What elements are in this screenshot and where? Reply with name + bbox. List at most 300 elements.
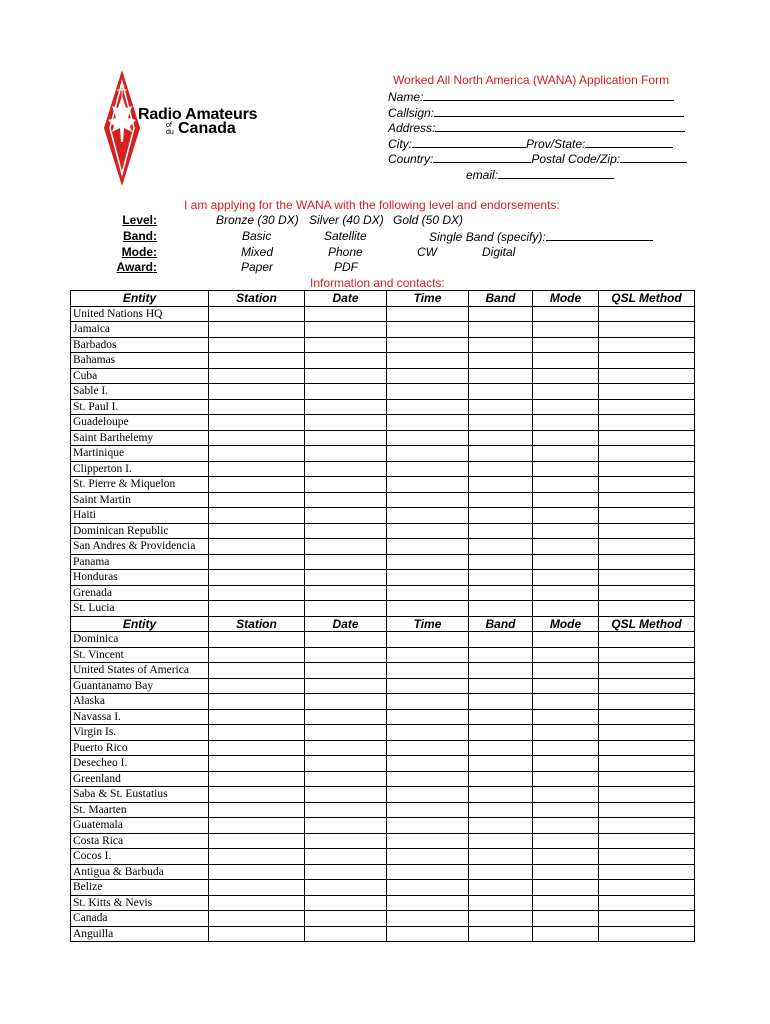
time-cell[interactable] (387, 818, 469, 834)
logo-text-of-du: of du (166, 122, 174, 136)
table-row (71, 477, 695, 493)
mode-cell[interactable] (533, 368, 599, 384)
time-cell[interactable] (387, 756, 469, 772)
time-cell[interactable] (387, 322, 469, 338)
time-cell[interactable] (387, 384, 469, 400)
qsl-method-cell[interactable] (599, 415, 695, 431)
entity-cell: Belize (71, 880, 209, 896)
mode-cell[interactable] (533, 818, 599, 834)
band-cell[interactable] (469, 461, 533, 477)
band-cell[interactable] (469, 492, 533, 508)
date-cell[interactable] (305, 554, 387, 570)
mode-cell[interactable] (533, 632, 599, 648)
mode-cell[interactable] (533, 725, 599, 741)
band-cell[interactable] (469, 911, 533, 927)
table-row (71, 322, 695, 338)
date-cell[interactable] (305, 585, 387, 601)
date-cell[interactable] (305, 430, 387, 446)
qsl-method-cell[interactable] (599, 849, 695, 865)
date-cell[interactable] (305, 802, 387, 818)
table-row (71, 709, 695, 725)
entity-cell: Puerto Rico (71, 740, 209, 756)
mode-cell[interactable] (533, 554, 599, 570)
qsl-method-cell[interactable] (599, 678, 695, 694)
band-cell[interactable] (469, 818, 533, 834)
callsign-field[interactable] (388, 105, 684, 120)
station-cell[interactable] (209, 926, 305, 942)
mode-cell[interactable] (533, 415, 599, 431)
table-header-row (71, 291, 695, 307)
qsl-method-cell[interactable] (599, 694, 695, 710)
station-cell[interactable] (209, 740, 305, 756)
band-cell[interactable] (469, 926, 533, 942)
date-cell[interactable] (305, 833, 387, 849)
qsl-method-cell[interactable] (599, 740, 695, 756)
qsl-method-cell[interactable] (599, 818, 695, 834)
station-cell[interactable] (209, 554, 305, 570)
mode-cell[interactable] (533, 523, 599, 539)
entity-cell: Jamaica (71, 322, 209, 338)
date-cell[interactable] (305, 880, 387, 896)
applying-heading: I am applying for the WANA with the following level and endorsements: (184, 198, 560, 212)
address-label: Address: (388, 121, 436, 135)
table-row (71, 911, 695, 927)
time-cell[interactable] (387, 725, 469, 741)
mode-cell[interactable] (533, 508, 599, 524)
date-cell[interactable] (305, 461, 387, 477)
date-cell[interactable] (305, 601, 387, 617)
mode-cell[interactable] (533, 709, 599, 725)
qsl-method-cell[interactable] (599, 802, 695, 818)
time-cell[interactable] (387, 337, 469, 353)
station-cell[interactable] (209, 399, 305, 415)
mode-cell[interactable] (533, 601, 599, 617)
qsl-method-cell[interactable] (599, 353, 695, 369)
mode-cell[interactable] (533, 430, 599, 446)
email-label: email: (466, 168, 499, 182)
mode-option-cw[interactable]: CW (417, 245, 437, 259)
mode-cell[interactable] (533, 477, 599, 493)
band-cell[interactable] (469, 663, 533, 679)
station-cell[interactable] (209, 709, 305, 725)
time-cell[interactable] (387, 554, 469, 570)
band-cell[interactable] (469, 802, 533, 818)
band-cell[interactable] (469, 833, 533, 849)
mode-cell[interactable] (533, 306, 599, 322)
table-row (71, 926, 695, 942)
table-row (71, 461, 695, 477)
qsl-method-cell[interactable] (599, 926, 695, 942)
time-cell[interactable] (387, 601, 469, 617)
date-cell[interactable] (305, 911, 387, 927)
table-row (71, 632, 695, 648)
date-cell[interactable] (305, 384, 387, 400)
station-cell[interactable] (209, 446, 305, 462)
band-cell[interactable] (469, 523, 533, 539)
form-title: Worked All North America (WANA) Application Form (393, 73, 670, 87)
band-cell[interactable] (469, 601, 533, 617)
date-cell[interactable] (305, 709, 387, 725)
entity-cell: Saint Martin (71, 492, 209, 508)
mode-cell[interactable] (533, 446, 599, 462)
band-cell[interactable] (469, 632, 533, 648)
date-cell[interactable] (305, 353, 387, 369)
date-cell[interactable] (305, 539, 387, 555)
time-cell[interactable] (387, 399, 469, 415)
mode-cell[interactable] (533, 911, 599, 927)
station-cell[interactable] (209, 895, 305, 911)
date-cell[interactable] (305, 477, 387, 493)
qsl-method-cell[interactable] (599, 833, 695, 849)
band-cell[interactable] (469, 415, 533, 431)
mode-cell[interactable] (533, 880, 599, 896)
time-cell[interactable] (387, 864, 469, 880)
date-cell[interactable] (305, 864, 387, 880)
mode-cell[interactable] (533, 353, 599, 369)
time-cell[interactable] (387, 709, 469, 725)
band-cell[interactable] (469, 787, 533, 803)
band-cell[interactable] (469, 849, 533, 865)
band-cell[interactable] (469, 353, 533, 369)
mode-cell[interactable] (533, 895, 599, 911)
date-cell[interactable] (305, 399, 387, 415)
station-cell[interactable] (209, 911, 305, 927)
time-cell[interactable] (387, 570, 469, 586)
band-cell[interactable] (469, 725, 533, 741)
time-cell[interactable] (387, 833, 469, 849)
date-cell[interactable] (305, 663, 387, 679)
column-header-entity: Entity (71, 616, 209, 632)
station-cell[interactable] (209, 818, 305, 834)
logo-text-canada: Canada (178, 120, 236, 137)
entity-cell: Cuba (71, 368, 209, 384)
entity-cell: United Nations HQ (71, 306, 209, 322)
time-cell[interactable] (387, 632, 469, 648)
qsl-method-cell[interactable] (599, 492, 695, 508)
band-cell[interactable] (469, 647, 533, 663)
time-cell[interactable] (387, 508, 469, 524)
mode-label: Mode: (121, 245, 157, 259)
column-header-band: Band (469, 291, 533, 307)
qsl-method-cell[interactable] (599, 570, 695, 586)
date-cell[interactable] (305, 647, 387, 663)
station-cell[interactable] (209, 833, 305, 849)
entity-cell: Alaska (71, 694, 209, 710)
mode-option-phone[interactable]: Phone (328, 245, 363, 259)
time-cell[interactable] (387, 771, 469, 787)
qsl-method-cell[interactable] (599, 585, 695, 601)
mode-cell[interactable] (533, 322, 599, 338)
qsl-method-cell[interactable] (599, 446, 695, 462)
qsl-method-cell[interactable] (599, 663, 695, 679)
band-cell[interactable] (469, 709, 533, 725)
band-cell[interactable] (469, 570, 533, 586)
band-cell[interactable] (469, 771, 533, 787)
band-cell[interactable] (469, 678, 533, 694)
station-cell[interactable] (209, 880, 305, 896)
qsl-method-cell[interactable] (599, 508, 695, 524)
rac-logo (92, 70, 282, 186)
mode-cell[interactable] (533, 492, 599, 508)
station-cell[interactable] (209, 663, 305, 679)
date-cell[interactable] (305, 849, 387, 865)
station-cell[interactable] (209, 725, 305, 741)
date-cell[interactable] (305, 508, 387, 524)
station-cell[interactable] (209, 570, 305, 586)
qsl-method-cell[interactable] (599, 911, 695, 927)
time-cell[interactable] (387, 926, 469, 942)
mode-cell[interactable] (533, 802, 599, 818)
station-cell[interactable] (209, 353, 305, 369)
time-cell[interactable] (387, 492, 469, 508)
mode-cell[interactable] (533, 461, 599, 477)
time-cell[interactable] (387, 368, 469, 384)
entity-cell: St. Kitts & Nevis (71, 895, 209, 911)
date-cell[interactable] (305, 771, 387, 787)
date-cell[interactable] (305, 694, 387, 710)
station-cell[interactable] (209, 430, 305, 446)
level-option-gold[interactable]: Gold (50 DX) (393, 213, 464, 227)
time-cell[interactable] (387, 880, 469, 896)
band-cell[interactable] (469, 756, 533, 772)
mode-cell[interactable] (533, 570, 599, 586)
band-cell[interactable] (469, 880, 533, 896)
band-cell[interactable] (469, 477, 533, 493)
time-cell[interactable] (387, 430, 469, 446)
date-cell[interactable] (305, 306, 387, 322)
qsl-method-cell[interactable] (599, 384, 695, 400)
qsl-method-cell[interactable] (599, 709, 695, 725)
time-cell[interactable] (387, 539, 469, 555)
qsl-method-cell[interactable] (599, 554, 695, 570)
date-cell[interactable] (305, 415, 387, 431)
qsl-method-cell[interactable] (599, 756, 695, 772)
station-cell[interactable] (209, 849, 305, 865)
mode-cell[interactable] (533, 678, 599, 694)
name-field[interactable] (388, 89, 674, 104)
station-cell[interactable] (209, 585, 305, 601)
band-option-basic[interactable]: Basic (242, 229, 272, 243)
entity-cell: Saba & St. Eustatius (71, 787, 209, 803)
station-cell[interactable] (209, 756, 305, 772)
mode-cell[interactable] (533, 384, 599, 400)
award-option-pdf[interactable]: PDF (334, 260, 358, 274)
mode-cell[interactable] (533, 647, 599, 663)
time-cell[interactable] (387, 306, 469, 322)
qsl-method-cell[interactable] (599, 771, 695, 787)
time-cell[interactable] (387, 663, 469, 679)
date-cell[interactable] (305, 322, 387, 338)
qsl-method-cell[interactable] (599, 895, 695, 911)
mode-cell[interactable] (533, 849, 599, 865)
station-cell[interactable] (209, 384, 305, 400)
entity-cell: Anguilla (71, 926, 209, 942)
qsl-method-cell[interactable] (599, 539, 695, 555)
station-cell[interactable] (209, 802, 305, 818)
table-row (71, 585, 695, 601)
qsl-method-cell[interactable] (599, 647, 695, 663)
band-cell[interactable] (469, 430, 533, 446)
station-cell[interactable] (209, 864, 305, 880)
mode-option-digital[interactable]: Digital (482, 245, 516, 259)
station-cell[interactable] (209, 322, 305, 338)
station-cell[interactable] (209, 771, 305, 787)
qsl-method-cell[interactable] (599, 880, 695, 896)
time-cell[interactable] (387, 911, 469, 927)
time-cell[interactable] (387, 415, 469, 431)
band-cell[interactable] (469, 306, 533, 322)
entity-cell: Haiti (71, 508, 209, 524)
mode-cell[interactable] (533, 787, 599, 803)
band-cell[interactable] (469, 539, 533, 555)
time-cell[interactable] (387, 740, 469, 756)
qsl-method-cell[interactable] (599, 430, 695, 446)
time-cell[interactable] (387, 895, 469, 911)
station-cell[interactable] (209, 678, 305, 694)
station-cell[interactable] (209, 461, 305, 477)
station-cell[interactable] (209, 647, 305, 663)
station-cell[interactable] (209, 415, 305, 431)
band-cell[interactable] (469, 384, 533, 400)
time-cell[interactable] (387, 477, 469, 493)
station-cell[interactable] (209, 492, 305, 508)
date-cell[interactable] (305, 926, 387, 942)
time-cell[interactable] (387, 353, 469, 369)
station-cell[interactable] (209, 787, 305, 803)
mode-cell[interactable] (533, 833, 599, 849)
address-field[interactable] (388, 120, 685, 135)
mode-cell[interactable] (533, 740, 599, 756)
country-postal-field[interactable] (388, 151, 687, 166)
station-cell[interactable] (209, 523, 305, 539)
station-cell[interactable] (209, 306, 305, 322)
mode-cell[interactable] (533, 663, 599, 679)
band-cell[interactable] (469, 740, 533, 756)
date-cell[interactable] (305, 787, 387, 803)
qsl-method-cell[interactable] (599, 399, 695, 415)
time-cell[interactable] (387, 523, 469, 539)
qsl-method-cell[interactable] (599, 306, 695, 322)
mode-cell[interactable] (533, 694, 599, 710)
table-row (71, 725, 695, 741)
table-row (71, 601, 695, 617)
qsl-method-cell[interactable] (599, 601, 695, 617)
qsl-method-cell[interactable] (599, 477, 695, 493)
band-cell[interactable] (469, 337, 533, 353)
table-row (71, 864, 695, 880)
qsl-method-cell[interactable] (599, 368, 695, 384)
entity-cell: Canada (71, 911, 209, 927)
station-cell[interactable] (209, 368, 305, 384)
date-cell[interactable] (305, 678, 387, 694)
time-cell[interactable] (387, 585, 469, 601)
qsl-method-cell[interactable] (599, 523, 695, 539)
mode-cell[interactable] (533, 399, 599, 415)
qsl-method-cell[interactable] (599, 864, 695, 880)
station-cell[interactable] (209, 632, 305, 648)
date-cell[interactable] (305, 446, 387, 462)
date-cell[interactable] (305, 740, 387, 756)
qsl-method-cell[interactable] (599, 337, 695, 353)
qsl-method-cell[interactable] (599, 461, 695, 477)
mode-cell[interactable] (533, 585, 599, 601)
time-cell[interactable] (387, 446, 469, 462)
entity-cell: Panama (71, 554, 209, 570)
mode-cell[interactable] (533, 771, 599, 787)
table-row (71, 508, 695, 524)
time-cell[interactable] (387, 678, 469, 694)
date-cell[interactable] (305, 570, 387, 586)
date-cell[interactable] (305, 756, 387, 772)
time-cell[interactable] (387, 802, 469, 818)
city-prov-field[interactable] (388, 136, 673, 151)
level-option-bronze[interactable]: Bronze (30 DX) (216, 213, 299, 227)
station-cell[interactable] (209, 539, 305, 555)
mode-cell[interactable] (533, 337, 599, 353)
time-cell[interactable] (387, 647, 469, 663)
entity-cell: Virgin Is. (71, 725, 209, 741)
mode-cell[interactable] (533, 926, 599, 942)
station-cell[interactable] (209, 694, 305, 710)
band-cell[interactable] (469, 322, 533, 338)
band-cell[interactable] (469, 895, 533, 911)
qsl-method-cell[interactable] (599, 322, 695, 338)
date-cell[interactable] (305, 895, 387, 911)
band-option-single[interactable]: Single Band (specify): (429, 229, 653, 244)
band-cell[interactable] (469, 694, 533, 710)
postal-label: Postal Code/Zip: (531, 152, 621, 166)
station-cell[interactable] (209, 477, 305, 493)
station-cell[interactable] (209, 337, 305, 353)
award-option-paper[interactable]: Paper (241, 260, 274, 274)
band-cell[interactable] (469, 864, 533, 880)
date-cell[interactable] (305, 632, 387, 648)
mode-cell[interactable] (533, 756, 599, 772)
date-cell[interactable] (305, 725, 387, 741)
time-cell[interactable] (387, 849, 469, 865)
band-cell[interactable] (469, 554, 533, 570)
qsl-method-cell[interactable] (599, 787, 695, 803)
email-field[interactable] (466, 167, 614, 182)
qsl-method-cell[interactable] (599, 632, 695, 648)
time-cell[interactable] (387, 694, 469, 710)
band-cell[interactable] (469, 368, 533, 384)
band-cell[interactable] (469, 446, 533, 462)
mode-option-mixed[interactable]: Mixed (241, 245, 274, 259)
qsl-method-cell[interactable] (599, 725, 695, 741)
station-cell[interactable] (209, 508, 305, 524)
band-option-satellite[interactable]: Satellite (324, 229, 367, 243)
time-cell[interactable] (387, 787, 469, 803)
contacts-table (70, 290, 695, 942)
table-row (71, 880, 695, 896)
date-cell[interactable] (305, 492, 387, 508)
table-row (71, 306, 695, 322)
band-cell[interactable] (469, 585, 533, 601)
band-cell[interactable] (469, 399, 533, 415)
time-cell[interactable] (387, 461, 469, 477)
mode-cell[interactable] (533, 539, 599, 555)
level-option-silver[interactable]: Silver (40 DX) (309, 213, 384, 227)
entity-cell: Martinique (71, 446, 209, 462)
date-cell[interactable] (305, 523, 387, 539)
mode-cell[interactable] (533, 864, 599, 880)
date-cell[interactable] (305, 368, 387, 384)
station-cell[interactable] (209, 601, 305, 617)
band-cell[interactable] (469, 508, 533, 524)
date-cell[interactable] (305, 337, 387, 353)
date-cell[interactable] (305, 818, 387, 834)
